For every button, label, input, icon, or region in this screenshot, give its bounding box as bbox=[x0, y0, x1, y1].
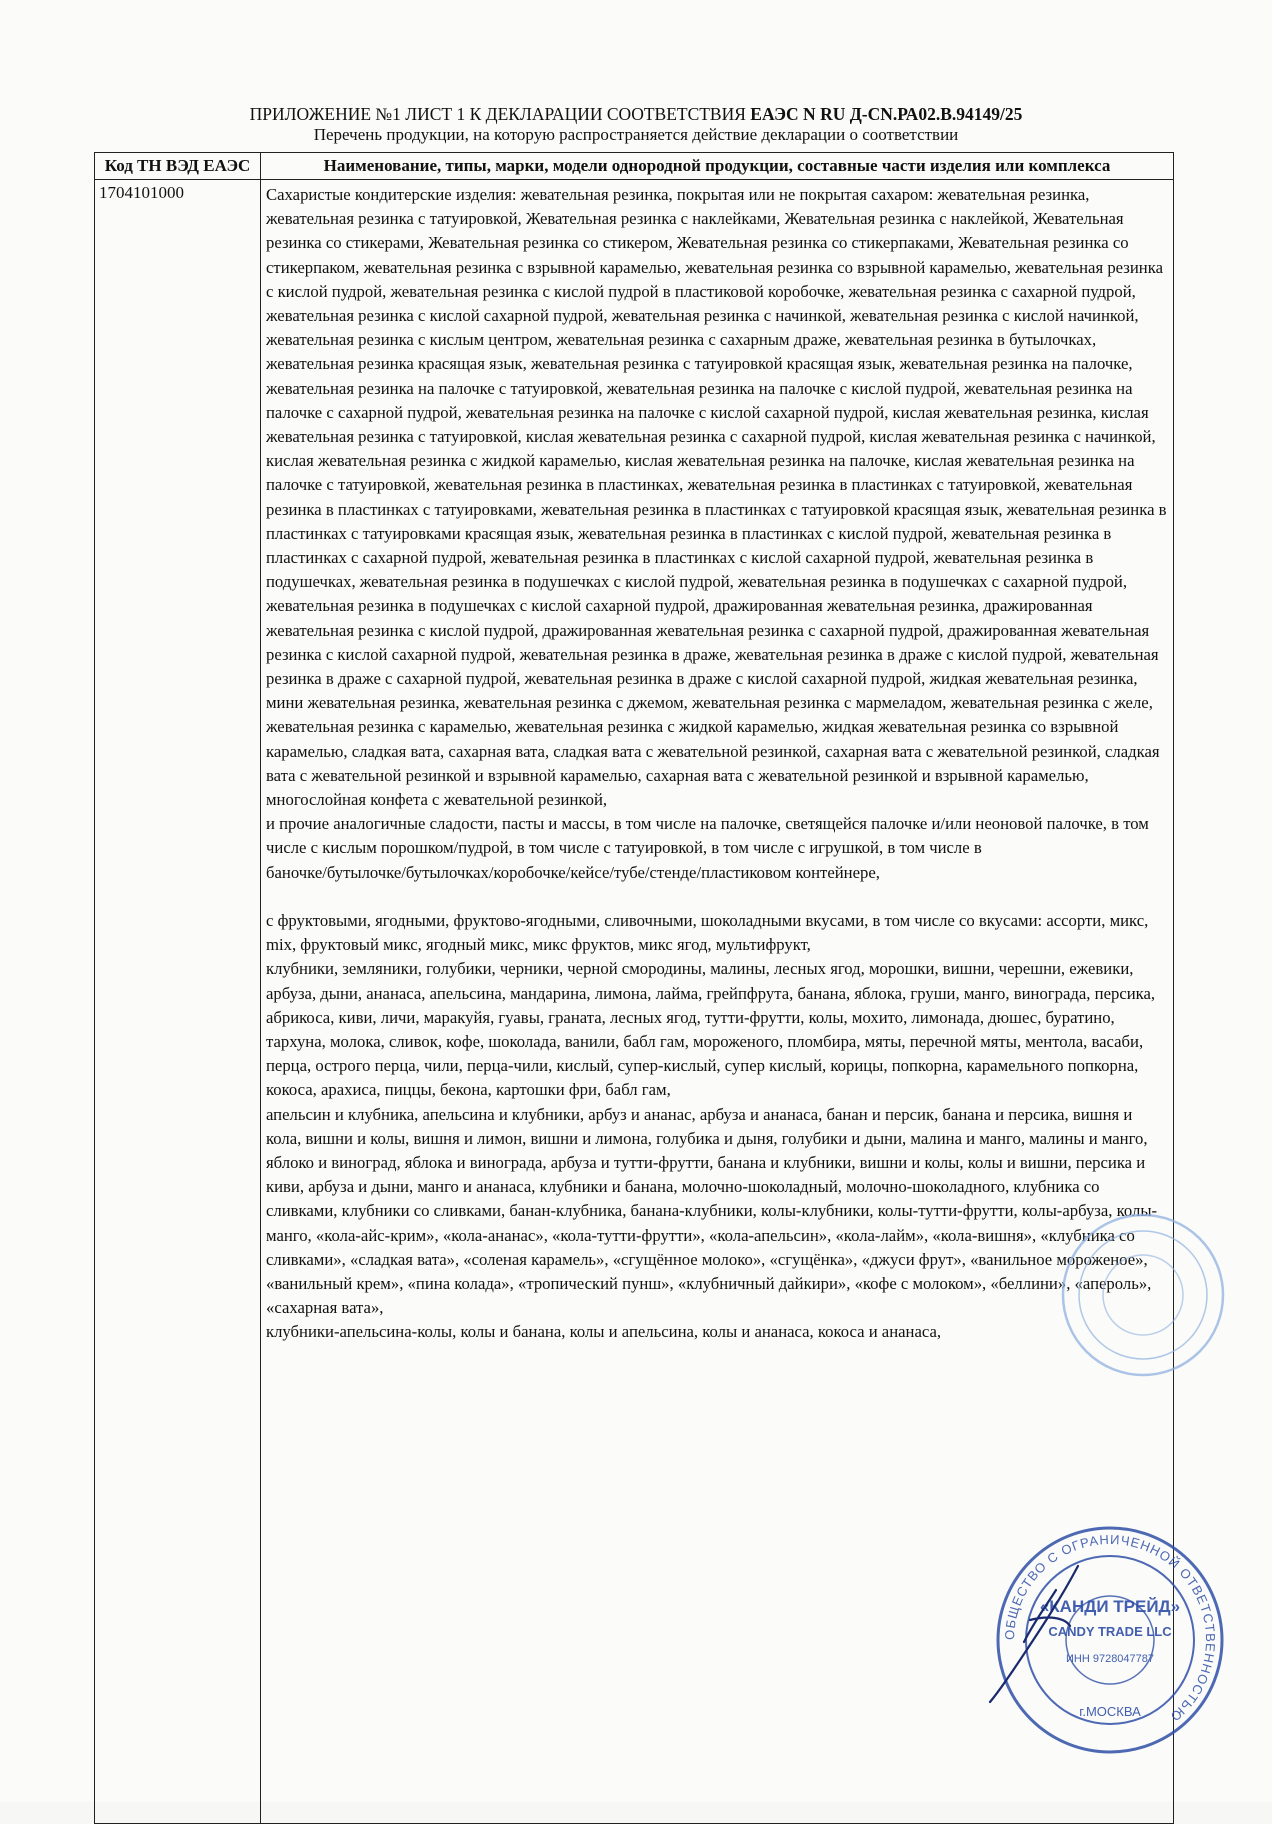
description-paragraph: апельсин и клубника, апельсина и клубники, арбуз и ананас, арбуза и ананаса, банан и персик, банана и персика, вишня и кола, вишни и колы, вишня и лимон, вишни и лимона, голубика и дыня, голубики и дыни, малина и манго, малины и манго, яблоко и виноград, яблока и винограда, арбуза и тутти-фрутти, банана и клубники, вишни и колы, колы и вишни, персика и киви, арбуза и дыни, манго и ананаса, клубники и банана, молочно-шоколадный, молочно-шоколадного, клубника со сливками, клубники со сливками, банан-клубника, банана-клубники, колы-клубники, колы-тутти-фрутти, колы-арбуза, колы-манго, «кола-айс-крим», «кола-ананас», «кола-тутти-фрутти», «кола-апельсин», «кола-лайм», «кола-вишня», «клубника со сливками», «сладкая вата», «соленая карамель», «сгущённое молоко», «сгущёнка», «джуси фрут», «ванильное мороженое», «ванильный крем», «пина колада», «тропический пунш», «клубничный дайкири», «кофе с молоком», «беллини», «апероль», «сахарная вата», bbox=[266, 1104, 1158, 1318]
seal-city: г.МОСКВА bbox=[1079, 1704, 1141, 1719]
seal-ring-text: ОБЩЕСТВО С ОГРАНИЧЕННОЙ ОТВЕТСТВЕННОСТЬЮ bbox=[1001, 1531, 1219, 1725]
column-header-code: Код ТН ВЭД ЕАЭС bbox=[95, 153, 261, 180]
seal-company-latin: CANDY TRADE LLC bbox=[1048, 1624, 1172, 1639]
faint-seal-icon bbox=[1058, 1210, 1228, 1380]
paragraph-gap bbox=[266, 885, 1169, 909]
description-paragraph: клубники-апельсина-колы, колы и банана, колы и апельсина, колы и ананаса, кокоса и ананаса, bbox=[266, 1322, 942, 1342]
title-prefix: ПРИЛОЖЕНИЕ №1 ЛИСТ 1 К ДЕКЛАРАЦИИ СООТВЕТСТВИЯ bbox=[249, 104, 746, 124]
signature-icon bbox=[960, 1560, 1100, 1710]
declaration-number: ЕАЭС N RU Д-CN.РА02.В.94149/25 bbox=[750, 104, 1023, 124]
seal-company-name: «КАНДИ ТРЕЙД» bbox=[1039, 1597, 1181, 1616]
table-header-row bbox=[95, 153, 1174, 180]
document-subtitle: Перечень продукции, на которую распространяется действие декларации о соответствии bbox=[313, 125, 959, 144]
description-paragraph: с фруктовыми, ягодными, фруктово-ягодными, сливочными, шоколадными вкусами, в том числе со вкусами: ассорти, микс, mix, фруктовый микс, ягодный микс, микс фруктов, микс ягод, мультифрукт, bbox=[266, 910, 1149, 955]
tn-ved-code: 1704101000 bbox=[95, 180, 261, 1824]
document-title bbox=[0, 104, 1272, 124]
seal-inn: ИНН 9728047787 bbox=[1065, 1653, 1155, 1665]
column-header-description: Наименование, типы, марки, модели однородной продукции, составные части изделия или комплекса bbox=[261, 153, 1174, 180]
description-paragraph: и прочие аналогичные сладости, пасты и массы, в том числе на палочке, светящейся палочке и/или неоновой палочке, в том числе с кислым порошком/пудрой, в том числе с татуировкой, в том числе с игрушкой, в том числе в bbox=[266, 814, 1149, 858]
description-paragraph: баночке/бутылочке/бутылочках/коробочке/кейсе/тубе/стенде/пластиковом контейнере, bbox=[266, 862, 880, 882]
description-paragraph: Сахаристые кондитерские изделия: жевательная резинка, покрытая или не покрытая сахаром: жевательная резинка, жевательная резинка с татуировкой, Жевательная резинка с наклейками, Жевательная резинка с наклейкой, Жевательная резинка со стикерами, Жевательная резинка со стикером, Жевательная резинка со стикерпаками, Жевательная резинка со стикерпаком, жевательная резинка с взрывной карамелью, жевательная резинка со взрывной карамелью, жевательная резинка с кислой пудрой, жевательная резинка с кислой пудрой в пластиковой коробочке, жевательная резинка с сахарной пудрой, жевательная резинка с кислой сахарной пудрой, жевательная резинка с начинкой, жевательная резинка с кислой начинкой, жевательная резинка с кислым центром, жевательная резинка с сахарным драже, жевательная резинка в бутылочках, жевательная резинка красящая язык, жевательная резинка с татуировкой красящая язык, жевательная резинка на палочке, жевательная резинка на палочке с татуировкой, жевательная резинка на палочке с кислой пудрой, жевательная резинка на палочке с сахарной пудрой, жевательная резинка на палочке с кислой сахарной пудрой, кислая жевательная резинка, кислая жевательная резинка с татуировкой, кислая жевательная резинка с сахарной пудрой, кислая жевательная резинка с начинкой, кислая жевательная резинка с жидкой карамелью, кислая жевательная резинка на палочке, кислая жевательная резинка на палочке с татуировкой, жевательная резинка в пластинках, жевательная резинка в пластинках с татуировкой, жевательная резинка в пластинках с татуировками, жевательная резинка в пластинках с татуировкой красящая язык, жевательная резинка в пластинках с татуировками красящая язык, жевательная резинка в пластинках с кислой пудрой, жевательная резинка в пластинках с сахарной пудрой, жевательная резинка в пластинках с кислой сахарной пудрой, жевательная резинка в подушечках, жевательная резинка в подушечках с кислой пудрой, жевательная резинка в подушечках с сахарной пудрой, жевательная резинка в подушечках с кислой сахарной пудрой, дражированная жевательная резинка, дражированная жевательная резинка с кислой пудрой, дражированная жевательная резинка с сахарной пудрой, дражированная жевательная резинка с кислой сахарной пудрой, жевательная резинка в драже, жевательная резинка в драже с кислой пудрой, жевательная резинка в драже с сахарной пудрой, жевательная резинка в драже с кислой сахарной пудрой, жидкая жевательная резинка, мини жевательная резинка, жевательная резинка с джемом, жевательная резинка с мармеладом, жевательная резинка с желе, жевательная резинка с карамелью, жевательная резинка с жидкой карамелью, жидкая жевательная резинка со взрывной карамелью, сладкая вата, сахарная вата, сладкая вата с жевательной резинкой, сахарная вата с жевательной резинкой, сладкая вата с жевательной резинкой и взрывной карамелью, сахарная вата с жевательной резинкой и взрывной карамелью, многослойная конфета с жевательной резинкой, bbox=[266, 185, 1167, 810]
description-paragraph: клубники, земляники, голубики, черники, черной смородины, малины, лесных ягод, морошки, вишни, черешни, ежевики, арбуза, дыни, ананаса, апельсина, мандарина, лимона, лайма, грейпфрута, банана, яблока, груши, манго, винограда, персика, абрикоса, киви, личи, маракуйя, гуавы, граната, лесных ягод, тутти-фрутти, колы, мохито, лимонада, дюшес, буратино, тархуна, молока, сливок, кофе, шоколада, ванили, бабл гам, мороженого, пломбира, мяты, перечной мяты, ментола, васаби, перца, острого перца, чили, перца-чили, кислый, супер-кислый, супер кислый, корицы, попкорна, карамельного попкорна, кокоса, арахиса, пиццы, бекона, картошки фри, бабл гам, bbox=[266, 959, 1156, 1100]
